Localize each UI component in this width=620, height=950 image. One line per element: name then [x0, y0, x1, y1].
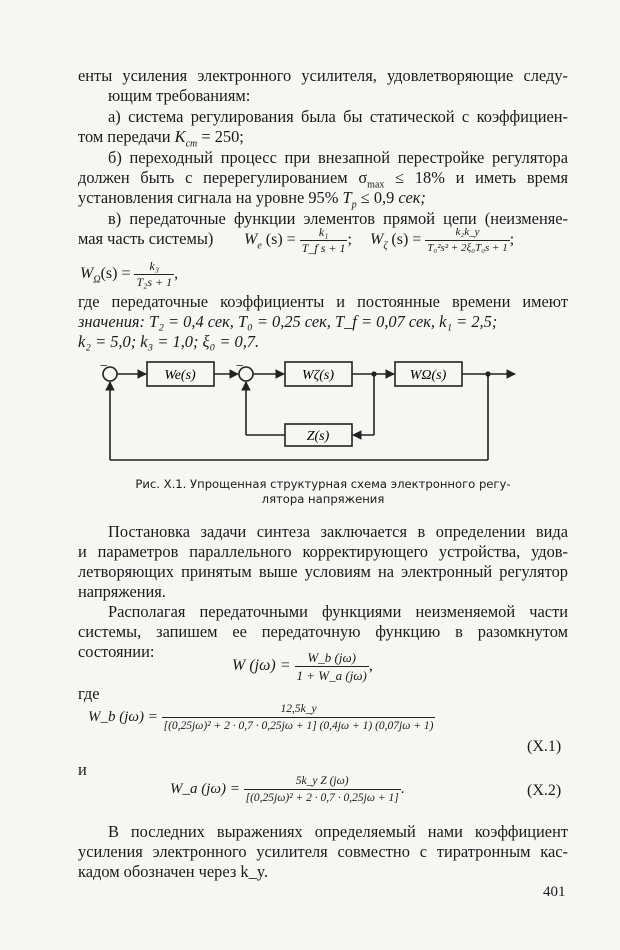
text-line: состоянии:	[78, 642, 155, 661]
text-line: летворяющих принятым выше условиям на электронный регулятор	[78, 562, 568, 581]
text-line: Располагая передаточными функциями неизменяемой части	[108, 602, 568, 621]
block-wo-label: WΩ(s)	[409, 368, 447, 383]
sum2-sign: −	[235, 359, 245, 374]
and-word: и	[78, 760, 87, 779]
params-line3: k₂ = 5,0; k₃ = 1,0; ξ₀ = 0,7.	[78, 332, 260, 351]
equation-number-x2: (X.2)	[527, 782, 562, 799]
block-wz-label: Wζ(s)	[301, 368, 335, 383]
equation-wo: $W_\Omega(s)$ = $\frac{\text{k₃}}{\text{T₂s + 1}}$ ,	[80, 259, 179, 289]
text-line: и параметров параллельного корректирующего устройства, удов-	[78, 542, 568, 561]
equation-wz: $W_\zeta$ (s) = $\frac{\text{k₂k\_y}}{\text{T₀²s² + 2ξ₀T₀s + 1}}$ ;	[370, 226, 515, 254]
text-line: усиления электронного усилителя совместно с тиратронным кас-	[78, 842, 568, 861]
text-line: напряжения.	[78, 582, 166, 601]
params-line1: где передаточные коэффициенты и постоянные времени имеют	[78, 292, 568, 311]
requirement-b: б) переходный процесс при внезапной перестройке регулятора	[108, 148, 568, 167]
text-line: кадом обозначен через k_y.	[78, 862, 269, 881]
requirement-a-line2: том передачи $K_{ст} = 250$;	[78, 127, 244, 150]
equation-number-x1: (X.1)	[527, 738, 562, 755]
text-line: енты усиления электронного усилителя, удовлетворяющие следу-	[78, 66, 568, 85]
text-line: системы, запишем ее передаточную функцию в разомкнутом	[78, 622, 568, 641]
page-number: 401	[543, 884, 566, 900]
requirement-c-line2: мая часть системы)	[78, 229, 214, 248]
sum1-sign: −	[99, 359, 109, 374]
where-word: где	[78, 684, 100, 703]
block-diagram	[0, 356, 620, 476]
text-line: В последних выражениях определяемый нами коэффициент	[108, 822, 568, 841]
figure-caption-line2: лятора напряжения	[261, 492, 385, 506]
requirement-a: а) система регулирования была бы статической с коэффициен-	[108, 107, 568, 126]
params-line2: значения: T₂ = 0,4 сек, T₀ = 0,25 сек, T_f = 0,07 сек, k₁ = 2,5;	[78, 312, 498, 331]
equation-we: $W_e$ (s) = $\frac{\text{k₁}}{\text{T\_f s + 1}}$ ;	[244, 225, 352, 255]
requirement-b-line2: должен быть с перерегулированием $\sigma_{max} \le 18\%$ и иметь время	[78, 168, 568, 191]
equation-main: W (jω) = $\frac{W\_b (j\omega)}{1 + W\_a (j\omega)}$ ,	[232, 650, 373, 683]
equation-x2: W_a (jω) = $\frac{\text{5k\_y Z (jω)}}{\text{[(0,25jω)² + 2 · 0,7 · 0,25jω + 1]}}$ .	[170, 775, 405, 804]
requirement-c: в) передаточные функции элементов прямой цепи (неизменяе-	[108, 209, 568, 228]
block-we-label: We(s)	[164, 368, 196, 383]
text-line: ющим требованиям:	[108, 86, 251, 105]
figure-caption: Рис. X.1. Упрощенная структурная схема электронного регу-	[135, 477, 511, 491]
requirement-b-line3: установления сигнала на уровне 95% $T_p \le 0,9$ сек;	[78, 188, 426, 211]
equation-x1: W_b (jω) = $\frac{12,5k\_y}{\text{[(0,25jω)² + 2 · 0,7 · 0,25jω + 1] (0,4jω + 1) (0,07jω + 1)}}$	[88, 703, 434, 732]
block-z-label: Z(s)	[306, 429, 330, 444]
text-line: Постановка задачи синтеза заключается в определении вида	[108, 522, 568, 541]
